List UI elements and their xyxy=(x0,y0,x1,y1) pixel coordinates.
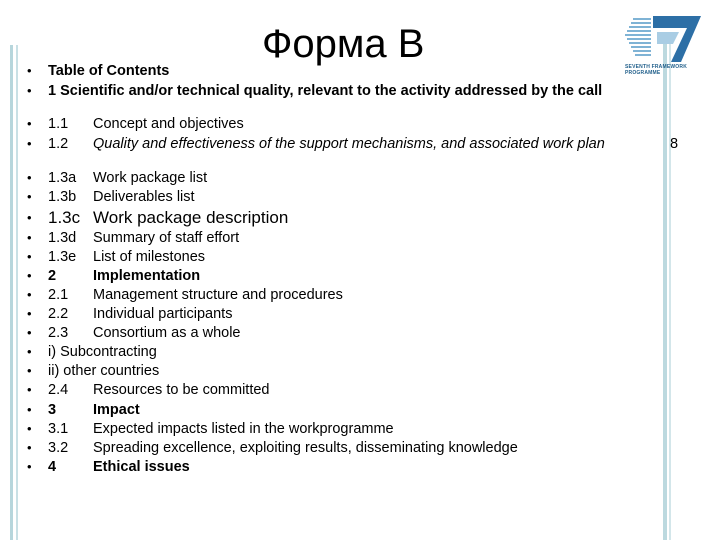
bullet: • xyxy=(27,363,32,378)
bullet: • xyxy=(27,210,32,225)
item-number: 3.2 xyxy=(48,440,69,456)
slide-title: Форма В xyxy=(262,22,425,66)
bullet: • xyxy=(27,116,32,131)
item-number: 2.1 xyxy=(48,287,69,303)
bullet: • xyxy=(27,83,32,98)
bullet: • xyxy=(27,170,32,185)
item-number: 1.3c xyxy=(48,208,81,227)
bullet: • xyxy=(27,402,32,417)
bullet: • xyxy=(27,325,32,340)
item-text: Impact xyxy=(93,402,140,418)
item-number: 1.2 xyxy=(48,136,69,152)
logo-caption: SEVENTH FRAMEWORK PROGRAMME xyxy=(625,64,688,76)
item-text: ii) other countries xyxy=(48,363,160,379)
right-decorative-line xyxy=(663,40,667,540)
bullet: • xyxy=(27,189,32,204)
item-number: 4 xyxy=(48,459,57,475)
bullet: • xyxy=(27,287,32,302)
item-number: 2.4 xyxy=(48,382,69,398)
left-decorative-line-thin xyxy=(16,45,18,540)
item-text: Expected impacts listed in the workprogramme xyxy=(93,421,394,437)
item-number: 1.3a xyxy=(48,170,77,186)
item-text: Concept and objectives xyxy=(93,116,244,132)
item-text: Individual participants xyxy=(93,306,233,322)
item-number: 1.3d xyxy=(48,230,77,246)
item-text: Work package list xyxy=(93,170,208,186)
item-text: Spreading excellence, exploiting results, disseminating knowledge xyxy=(93,440,518,456)
item-text: Management structure and procedures xyxy=(93,287,343,303)
item-text: List of milestones xyxy=(93,249,206,265)
page-number: 8 xyxy=(670,136,679,152)
bullet: • xyxy=(27,249,32,264)
bullet: • xyxy=(27,268,32,283)
bullet: • xyxy=(27,230,32,245)
bullet: • xyxy=(27,382,32,397)
item-number: 1.3e xyxy=(48,249,77,265)
right-decorative-line-thin xyxy=(669,40,671,540)
bullet: • xyxy=(27,63,32,78)
item-text: Quality and effectiveness of the support mechanisms, and associated work plan xyxy=(93,136,605,152)
item-text: Ethical issues xyxy=(93,459,190,475)
item-text: Deliverables list xyxy=(93,189,195,205)
item-text: Work package description xyxy=(93,208,289,227)
bullet: • xyxy=(27,421,32,436)
item-text: Consortium as a whole xyxy=(93,325,241,341)
item-number: 3 xyxy=(48,402,57,418)
left-decorative-line xyxy=(10,45,13,540)
item-number: 3.1 xyxy=(48,421,69,437)
item-number: 1.1 xyxy=(48,116,69,132)
toc-header: Table of Contents xyxy=(48,63,170,79)
item-number: 1.3b xyxy=(48,189,77,205)
item-number: 2.3 xyxy=(48,325,69,341)
bullet: • xyxy=(27,344,32,359)
item-number: 2.2 xyxy=(48,306,69,322)
bullet: • xyxy=(27,136,32,151)
item-text: Resources to be committed xyxy=(93,382,270,398)
item-text: i) Subcontracting xyxy=(48,344,157,360)
item-text: Implementation xyxy=(93,268,201,284)
toc-item-1: 1 Scientific and/or technical quality, relevant to the activity addressed by the call xyxy=(48,83,603,99)
bullet: • xyxy=(27,459,32,474)
item-number: 2 xyxy=(48,268,57,284)
bullet: • xyxy=(27,440,32,455)
item-text: Summary of staff effort xyxy=(93,230,240,246)
bullet: • xyxy=(27,306,32,321)
